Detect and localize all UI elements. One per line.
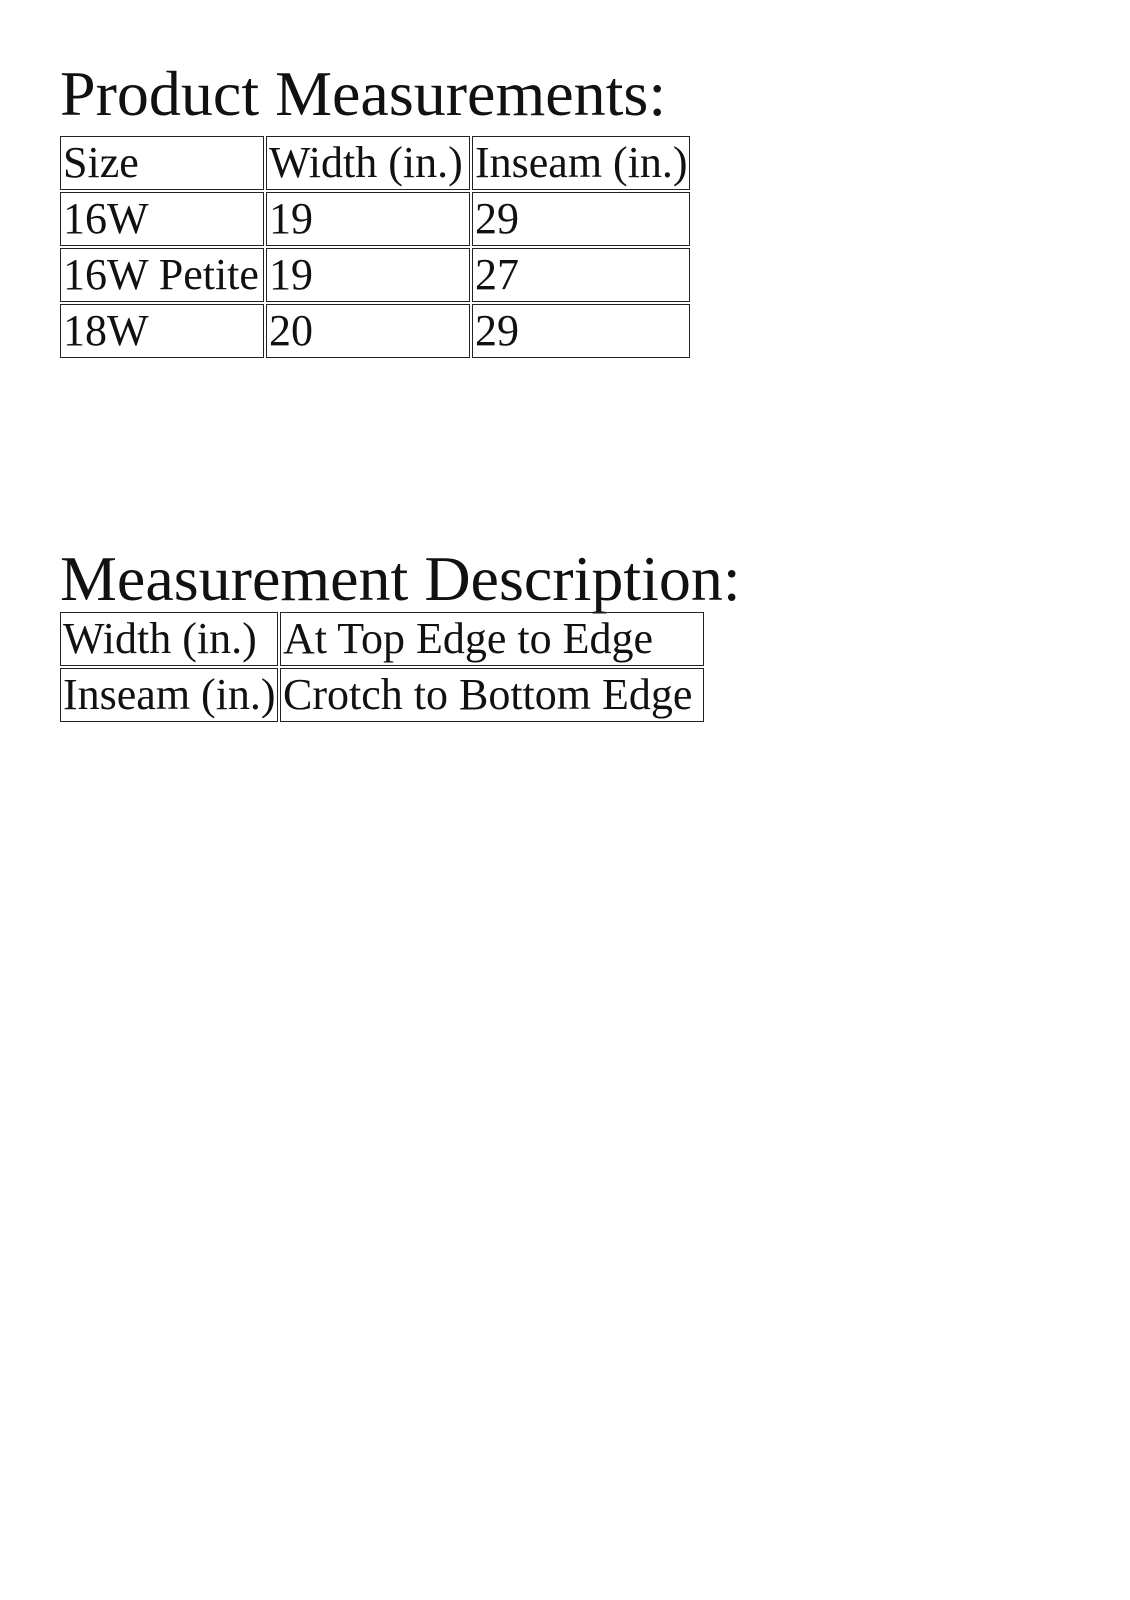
table-row xyxy=(60,304,690,358)
cell-measurement-name: Inseam (in.) xyxy=(60,668,278,722)
table-row xyxy=(60,192,690,246)
measurement-description-table xyxy=(58,610,706,724)
table-row xyxy=(60,668,704,722)
header-width: Width (in.) xyxy=(266,136,470,190)
cell-width: 20 xyxy=(266,304,470,358)
cell-measurement-name: Width (in.) xyxy=(60,612,278,666)
measurement-description-title: Measurement Description: xyxy=(60,543,741,614)
header-inseam: Inseam (in.) xyxy=(472,136,690,190)
cell-inseam: 29 xyxy=(472,192,690,246)
cell-inseam: 27 xyxy=(472,248,690,302)
cell-inseam: 29 xyxy=(472,304,690,358)
cell-measurement-description: Crotch to Bottom Edge xyxy=(280,668,704,722)
table-header-row xyxy=(60,136,690,190)
product-measurements-table xyxy=(58,134,692,360)
product-measurements-title: Product Measurements: xyxy=(60,58,667,129)
cell-measurement-description: At Top Edge to Edge xyxy=(280,612,704,666)
cell-size: 16W Petite xyxy=(60,248,264,302)
cell-width: 19 xyxy=(266,248,470,302)
cell-size: 18W xyxy=(60,304,264,358)
cell-size: 16W xyxy=(60,192,264,246)
table-row xyxy=(60,248,690,302)
cell-width: 19 xyxy=(266,192,470,246)
table-row xyxy=(60,612,704,666)
header-size: Size xyxy=(60,136,264,190)
